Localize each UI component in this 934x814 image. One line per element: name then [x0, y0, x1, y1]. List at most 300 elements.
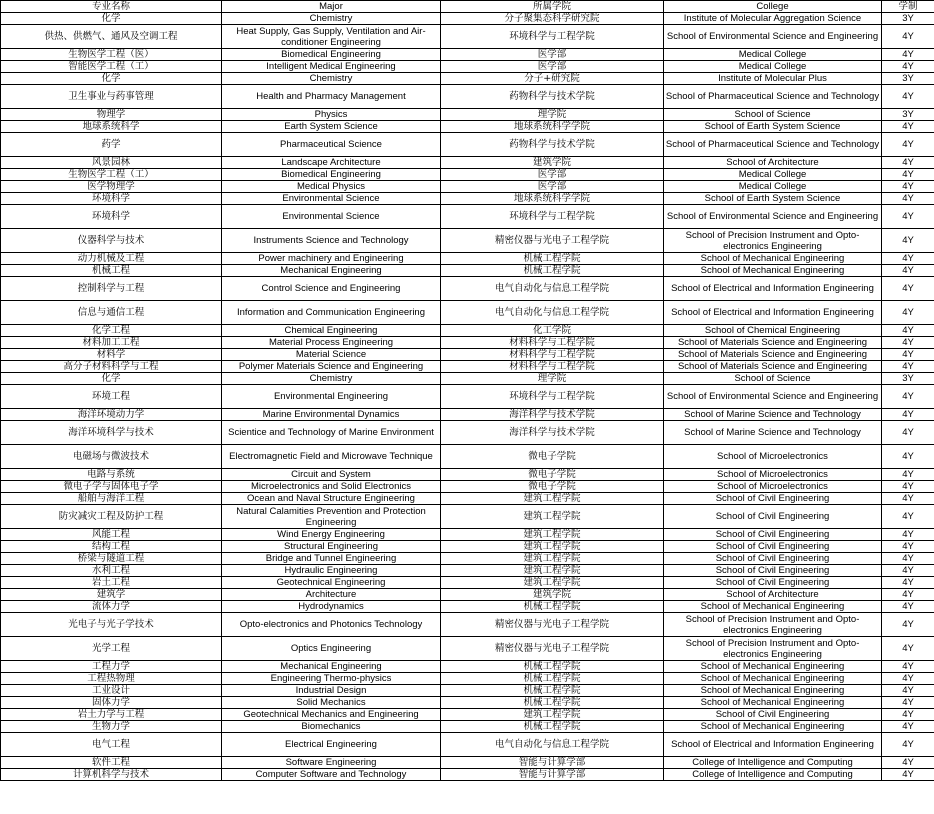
cell-zh-major: 化学 — [1, 373, 222, 385]
cell-years: 4Y — [882, 49, 934, 61]
cell-zh-college: 机械工程学院 — [441, 697, 664, 709]
cell-major: Health and Pharmacy Management — [222, 85, 441, 109]
cell-zh-major: 环境科学 — [1, 205, 222, 229]
cell-years: 4Y — [882, 769, 934, 781]
cell-college: Medical College — [664, 61, 882, 73]
cell-major: Physics — [222, 109, 441, 121]
cell-college: School of Chemical Engineering — [664, 325, 882, 337]
table-row — [1, 85, 934, 109]
cell-years: 4Y — [882, 601, 934, 613]
cell-major: Electrical Engineering — [222, 733, 441, 757]
cell-zh-major: 供热、供燃气、通风及空调工程 — [1, 25, 222, 49]
cell-major: Pharmaceutical Science — [222, 133, 441, 157]
cell-zh-major: 药学 — [1, 133, 222, 157]
cell-zh-major: 化学 — [1, 13, 222, 25]
cell-zh-college: 机械工程学院 — [441, 265, 664, 277]
cell-zh-college: 建筑学院 — [441, 589, 664, 601]
table-row — [1, 265, 934, 277]
cell-major: Wind Energy Engineering — [222, 529, 441, 541]
cell-years: 4Y — [882, 637, 934, 661]
cell-zh-major: 卫生事业与药事管理 — [1, 85, 222, 109]
cell-zh-major: 工程力学 — [1, 661, 222, 673]
cell-zh-college: 机械工程学院 — [441, 721, 664, 733]
cell-zh-major: 电路与系统 — [1, 469, 222, 481]
cell-college: School of Civil Engineering — [664, 529, 882, 541]
cell-years: 4Y — [882, 205, 934, 229]
cell-years: 4Y — [882, 157, 934, 169]
cell-zh-major: 光学工程 — [1, 637, 222, 661]
cell-college: School of Mechanical Engineering — [664, 601, 882, 613]
cell-zh-college: 分子+研究院 — [441, 73, 664, 85]
cell-zh-major: 电气工程 — [1, 733, 222, 757]
cell-major: Chemical Engineering — [222, 325, 441, 337]
table-row — [1, 697, 934, 709]
cell-college: Institute of Molecular Aggregation Science — [664, 13, 882, 25]
cell-zh-major: 材料加工工程 — [1, 337, 222, 349]
cell-major: Medical Physics — [222, 181, 441, 193]
cell-college: School of Microelectronics — [664, 469, 882, 481]
cell-college: Medical College — [664, 49, 882, 61]
cell-zh-college: 微电子学院 — [441, 481, 664, 493]
cell-college: School of Mechanical Engineering — [664, 265, 882, 277]
cell-years: 4Y — [882, 253, 934, 265]
cell-zh-major: 岩土力学与工程 — [1, 709, 222, 721]
table-row — [1, 469, 934, 481]
table-row — [1, 73, 934, 85]
cell-major: Software Engineering — [222, 757, 441, 769]
cell-zh-major: 环境工程 — [1, 385, 222, 409]
cell-major: Computer Software and Technology — [222, 769, 441, 781]
cell-major: Material Process Engineering — [222, 337, 441, 349]
cell-zh-college: 微电子学院 — [441, 445, 664, 469]
table-row — [1, 121, 934, 133]
cell-zh-major: 动力机械及工程 — [1, 253, 222, 265]
cell-major: Chemistry — [222, 73, 441, 85]
cell-zh-college: 医学部 — [441, 49, 664, 61]
cell-major: Biomechanics — [222, 721, 441, 733]
cell-years: 4Y — [882, 697, 934, 709]
cell-zh-college: 机械工程学院 — [441, 673, 664, 685]
cell-zh-major: 风景园林 — [1, 157, 222, 169]
cell-major: Instruments Science and Technology — [222, 229, 441, 253]
cell-zh-major: 生物医学工程（工） — [1, 169, 222, 181]
table-row — [1, 481, 934, 493]
cell-zh-college: 理学院 — [441, 373, 664, 385]
table-row — [1, 733, 934, 757]
cell-college: School of Environmental Science and Engineering — [664, 25, 882, 49]
cell-zh-major: 海洋环境动力学 — [1, 409, 222, 421]
table-row — [1, 541, 934, 553]
cell-zh-major: 智能医学工程（工） — [1, 61, 222, 73]
cell-major: Ocean and Naval Structure Engineering — [222, 493, 441, 505]
cell-years: 3Y — [882, 73, 934, 85]
cell-years: 4Y — [882, 721, 934, 733]
cell-zh-college: 智能与计算学部 — [441, 757, 664, 769]
cell-zh-major: 船舶与海洋工程 — [1, 493, 222, 505]
cell-zh-college: 电气自动化与信息工程学院 — [441, 277, 664, 301]
cell-zh-major: 桥梁与隧道工程 — [1, 553, 222, 565]
cell-college: School of Architecture — [664, 157, 882, 169]
cell-zh-college: 环境科学与工程学院 — [441, 385, 664, 409]
table-row — [1, 205, 934, 229]
cell-college: School of Electrical and Information Engineering — [664, 277, 882, 301]
cell-zh-college: 环境科学与工程学院 — [441, 205, 664, 229]
cell-years: 4Y — [882, 685, 934, 697]
cell-college: Medical College — [664, 181, 882, 193]
cell-college: School of Microelectronics — [664, 445, 882, 469]
cell-major: Microelectronics and Solid Electronics — [222, 481, 441, 493]
cell-college: School of Pharmaceutical Science and Technology — [664, 133, 882, 157]
cell-college: School of Civil Engineering — [664, 577, 882, 589]
cell-years: 4Y — [882, 421, 934, 445]
cell-zh-college: 机械工程学院 — [441, 661, 664, 673]
cell-zh-college: 精密仪器与光电子工程学院 — [441, 613, 664, 637]
table-row — [1, 109, 934, 121]
cell-major: Electromagnetic Field and Microwave Technique — [222, 445, 441, 469]
cell-zh-college: 材料科学与工程学院 — [441, 361, 664, 373]
table-row — [1, 277, 934, 301]
cell-zh-major: 地球系统科学 — [1, 121, 222, 133]
cell-college: School of Mechanical Engineering — [664, 661, 882, 673]
table-row — [1, 61, 934, 73]
table-row — [1, 709, 934, 721]
cell-years: 4Y — [882, 85, 934, 109]
cell-zh-college: 药物科学与技术学院 — [441, 133, 664, 157]
cell-major: Polymer Materials Science and Engineering — [222, 361, 441, 373]
cell-zh-major: 化学工程 — [1, 325, 222, 337]
cell-college: School of Earth System Science — [664, 121, 882, 133]
cell-college: School of Microelectronics — [664, 481, 882, 493]
cell-zh-major: 光电子与光子学技术 — [1, 613, 222, 637]
cell-years: 4Y — [882, 133, 934, 157]
table-row — [1, 613, 934, 637]
cell-years: 4Y — [882, 553, 934, 565]
cell-zh-college: 建筑工程学院 — [441, 493, 664, 505]
cell-zh-college: 分子聚集态科学研究院 — [441, 13, 664, 25]
cell-zh-college: 精密仪器与光电子工程学院 — [441, 229, 664, 253]
cell-zh-college: 医学部 — [441, 61, 664, 73]
header-zh-college: 所属学院 — [441, 1, 664, 13]
cell-zh-college: 医学部 — [441, 169, 664, 181]
cell-years: 4Y — [882, 445, 934, 469]
cell-years: 4Y — [882, 481, 934, 493]
table-header — [1, 1, 934, 13]
cell-major: Natural Calamities Prevention and Protection Engineering — [222, 505, 441, 529]
table-row — [1, 673, 934, 685]
cell-zh-college: 机械工程学院 — [441, 253, 664, 265]
cell-college: School of Civil Engineering — [664, 709, 882, 721]
cell-years: 4Y — [882, 529, 934, 541]
cell-college: School of Science — [664, 109, 882, 121]
cell-years: 4Y — [882, 265, 934, 277]
cell-years: 4Y — [882, 361, 934, 373]
cell-years: 4Y — [882, 229, 934, 253]
cell-college: School of Marine Science and Technology — [664, 421, 882, 445]
cell-zh-college: 材料科学与工程学院 — [441, 349, 664, 361]
cell-zh-major: 建筑学 — [1, 589, 222, 601]
table-row — [1, 373, 934, 385]
cell-years: 4Y — [882, 25, 934, 49]
table-row — [1, 529, 934, 541]
cell-zh-college: 海洋科学与技术学院 — [441, 421, 664, 445]
cell-zh-college: 药物科学与技术学院 — [441, 85, 664, 109]
table-row — [1, 601, 934, 613]
cell-zh-college: 电气自动化与信息工程学院 — [441, 733, 664, 757]
table-row — [1, 181, 934, 193]
cell-major: Architecture — [222, 589, 441, 601]
cell-years: 4Y — [882, 61, 934, 73]
cell-zh-college: 材料科学与工程学院 — [441, 337, 664, 349]
cell-college: School of Earth System Science — [664, 193, 882, 205]
cell-college: School of Precision Instrument and Opto-electronics Engineering — [664, 637, 882, 661]
cell-years: 4Y — [882, 493, 934, 505]
table-row — [1, 133, 934, 157]
cell-zh-college: 医学部 — [441, 181, 664, 193]
cell-years: 4Y — [882, 733, 934, 757]
table-row — [1, 769, 934, 781]
cell-zh-college: 智能与计算学部 — [441, 769, 664, 781]
table-row — [1, 421, 934, 445]
cell-zh-major: 医学物理学 — [1, 181, 222, 193]
header-years: 学制 — [882, 1, 934, 13]
cell-zh-major: 工业设计 — [1, 685, 222, 697]
cell-zh-college: 化工学院 — [441, 325, 664, 337]
cell-years: 4Y — [882, 337, 934, 349]
cell-zh-college: 电气自动化与信息工程学院 — [441, 301, 664, 325]
cell-college: School of Civil Engineering — [664, 541, 882, 553]
cell-years: 4Y — [882, 409, 934, 421]
table-row — [1, 385, 934, 409]
cell-major: Environmental Engineering — [222, 385, 441, 409]
cell-zh-college: 理学院 — [441, 109, 664, 121]
table-body — [1, 13, 934, 781]
cell-years: 3Y — [882, 109, 934, 121]
cell-major: Scientice and Technology of Marine Environment — [222, 421, 441, 445]
table-row — [1, 685, 934, 697]
cell-major: Optics Engineering — [222, 637, 441, 661]
cell-college: School of Electrical and Information Engineering — [664, 301, 882, 325]
cell-major: Material Science — [222, 349, 441, 361]
cell-zh-college: 建筑工程学院 — [441, 553, 664, 565]
header-zh-major: 专业名称 — [1, 1, 222, 13]
table-row — [1, 25, 934, 49]
cell-major: Biomedical Engineering — [222, 49, 441, 61]
cell-years: 4Y — [882, 673, 934, 685]
table-row — [1, 553, 934, 565]
cell-zh-major: 海洋环境科学与技术 — [1, 421, 222, 445]
cell-zh-major: 化学 — [1, 73, 222, 85]
table-row — [1, 409, 934, 421]
cell-zh-college: 精密仪器与光电子工程学院 — [441, 637, 664, 661]
cell-major: Marine Environmental Dynamics — [222, 409, 441, 421]
table-row — [1, 505, 934, 529]
table-row — [1, 445, 934, 469]
cell-years: 4Y — [882, 709, 934, 721]
cell-zh-college: 建筑工程学院 — [441, 577, 664, 589]
table-row — [1, 637, 934, 661]
cell-college: School of Precision Instrument and Opto-electronics Engineering — [664, 613, 882, 637]
cell-college: School of Pharmaceutical Science and Technology — [664, 85, 882, 109]
cell-college: School of Materials Science and Engineering — [664, 349, 882, 361]
cell-zh-major: 工程热物理 — [1, 673, 222, 685]
cell-zh-major: 电磁场与微波技术 — [1, 445, 222, 469]
table-row — [1, 193, 934, 205]
cell-zh-college: 建筑学院 — [441, 157, 664, 169]
cell-zh-major: 计算机科学与技术 — [1, 769, 222, 781]
cell-zh-major: 防灾减灾工程及防护工程 — [1, 505, 222, 529]
cell-college: School of Environmental Science and Engineering — [664, 205, 882, 229]
cell-zh-major: 生物医学工程（医） — [1, 49, 222, 61]
cell-zh-college: 建筑工程学院 — [441, 709, 664, 721]
cell-zh-major: 水利工程 — [1, 565, 222, 577]
cell-major: Circuit and System — [222, 469, 441, 481]
cell-major: Opto-electronics and Photonics Technology — [222, 613, 441, 637]
cell-zh-college: 机械工程学院 — [441, 685, 664, 697]
cell-zh-college: 建筑工程学院 — [441, 565, 664, 577]
cell-zh-major: 生物力学 — [1, 721, 222, 733]
cell-years: 3Y — [882, 373, 934, 385]
cell-major: Environmental Science — [222, 193, 441, 205]
cell-major: Hydraulic Engineering — [222, 565, 441, 577]
cell-college: School of Civil Engineering — [664, 493, 882, 505]
cell-major: Industrial Design — [222, 685, 441, 697]
cell-zh-major: 微电子学与固体电子学 — [1, 481, 222, 493]
header-college: College — [664, 1, 882, 13]
cell-college: School of Mechanical Engineering — [664, 697, 882, 709]
cell-years: 4Y — [882, 565, 934, 577]
cell-years: 4Y — [882, 181, 934, 193]
cell-college: School of Science — [664, 373, 882, 385]
cell-years: 4Y — [882, 277, 934, 301]
cell-major: Geotechnical Mechanics and Engineering — [222, 709, 441, 721]
table-row — [1, 565, 934, 577]
cell-years: 4Y — [882, 541, 934, 553]
cell-zh-college: 环境科学与工程学院 — [441, 25, 664, 49]
cell-college: School of Electrical and Information Engineering — [664, 733, 882, 757]
table-row — [1, 157, 934, 169]
cell-zh-major: 软件工程 — [1, 757, 222, 769]
cell-zh-major: 流体力学 — [1, 601, 222, 613]
table-row — [1, 301, 934, 325]
cell-college: School of Mechanical Engineering — [664, 673, 882, 685]
cell-zh-major: 信息与通信工程 — [1, 301, 222, 325]
cell-major: Environmental Science — [222, 205, 441, 229]
cell-zh-college: 建筑工程学院 — [441, 541, 664, 553]
cell-years: 4Y — [882, 385, 934, 409]
cell-years: 3Y — [882, 13, 934, 25]
cell-major: Mechanical Engineering — [222, 265, 441, 277]
cell-zh-college: 机械工程学院 — [441, 601, 664, 613]
table-row — [1, 349, 934, 361]
cell-zh-major: 结构工程 — [1, 541, 222, 553]
table-row — [1, 169, 934, 181]
cell-zh-major: 高分子材料科学与工程 — [1, 361, 222, 373]
cell-major: Intelligent Medical Engineering — [222, 61, 441, 73]
cell-zh-major: 材料学 — [1, 349, 222, 361]
cell-zh-college: 地球系统科学学院 — [441, 121, 664, 133]
cell-major: Landscape Architecture — [222, 157, 441, 169]
cell-major: Structural Engineering — [222, 541, 441, 553]
cell-years: 4Y — [882, 193, 934, 205]
cell-college: School of Marine Science and Technology — [664, 409, 882, 421]
table-row — [1, 589, 934, 601]
cell-major: Bridge and Tunnel Engineering — [222, 553, 441, 565]
table-row — [1, 721, 934, 733]
cell-college: School of Materials Science and Engineering — [664, 337, 882, 349]
cell-college: College of Intelligence and Computing — [664, 757, 882, 769]
table-row — [1, 253, 934, 265]
table-row — [1, 577, 934, 589]
cell-college: School of Civil Engineering — [664, 565, 882, 577]
cell-major: Engineering Thermo-physics — [222, 673, 441, 685]
cell-years: 4Y — [882, 469, 934, 481]
cell-years: 4Y — [882, 505, 934, 529]
cell-zh-major: 固体力学 — [1, 697, 222, 709]
cell-major: Earth System Science — [222, 121, 441, 133]
cell-years: 4Y — [882, 325, 934, 337]
cell-zh-college: 微电子学院 — [441, 469, 664, 481]
cell-college: College of Intelligence and Computing — [664, 769, 882, 781]
cell-years: 4Y — [882, 589, 934, 601]
cell-college: School of Mechanical Engineering — [664, 685, 882, 697]
header-major: Major — [222, 1, 441, 13]
table-row — [1, 493, 934, 505]
cell-college: Medical College — [664, 169, 882, 181]
cell-zh-college: 建筑工程学院 — [441, 529, 664, 541]
cell-zh-major: 控制科学与工程 — [1, 277, 222, 301]
cell-major: Heat Supply, Gas Supply, Ventilation and Air-conditioner Engineering — [222, 25, 441, 49]
cell-college: School of Civil Engineering — [664, 505, 882, 529]
cell-years: 4Y — [882, 613, 934, 637]
cell-zh-major: 岩土工程 — [1, 577, 222, 589]
table-row — [1, 337, 934, 349]
cell-zh-major: 仪器科学与技术 — [1, 229, 222, 253]
cell-college: School of Precision Instrument and Opto-electronics Engineering — [664, 229, 882, 253]
cell-college: School of Mechanical Engineering — [664, 253, 882, 265]
cell-major: Hydrodynamics — [222, 601, 441, 613]
cell-major: Biomedical Engineering — [222, 169, 441, 181]
cell-zh-major: 机械工程 — [1, 265, 222, 277]
cell-college: School of Civil Engineering — [664, 553, 882, 565]
cell-major: Solid Mechanics — [222, 697, 441, 709]
cell-zh-college: 地球系统科学学院 — [441, 193, 664, 205]
cell-major: Chemistry — [222, 373, 441, 385]
cell-years: 4Y — [882, 121, 934, 133]
cell-major: Power machinery and Engineering — [222, 253, 441, 265]
table-row — [1, 229, 934, 253]
cell-major: Chemistry — [222, 13, 441, 25]
cell-years: 4Y — [882, 169, 934, 181]
table-row — [1, 361, 934, 373]
cell-zh-college: 建筑工程学院 — [441, 505, 664, 529]
cell-college: School of Environmental Science and Engineering — [664, 385, 882, 409]
table-row — [1, 661, 934, 673]
cell-college: School of Architecture — [664, 589, 882, 601]
cell-years: 4Y — [882, 661, 934, 673]
cell-years: 4Y — [882, 757, 934, 769]
cell-college: Institute of Molecular Plus — [664, 73, 882, 85]
cell-years: 4Y — [882, 301, 934, 325]
cell-zh-major: 环境科学 — [1, 193, 222, 205]
cell-major: Mechanical Engineering — [222, 661, 441, 673]
cell-zh-major: 物理学 — [1, 109, 222, 121]
cell-zh-college: 海洋科学与技术学院 — [441, 409, 664, 421]
cell-major: Information and Communication Engineering — [222, 301, 441, 325]
cell-zh-major: 风能工程 — [1, 529, 222, 541]
cell-years: 4Y — [882, 349, 934, 361]
cell-college: School of Materials Science and Engineering — [664, 361, 882, 373]
cell-college: School of Mechanical Engineering — [664, 721, 882, 733]
